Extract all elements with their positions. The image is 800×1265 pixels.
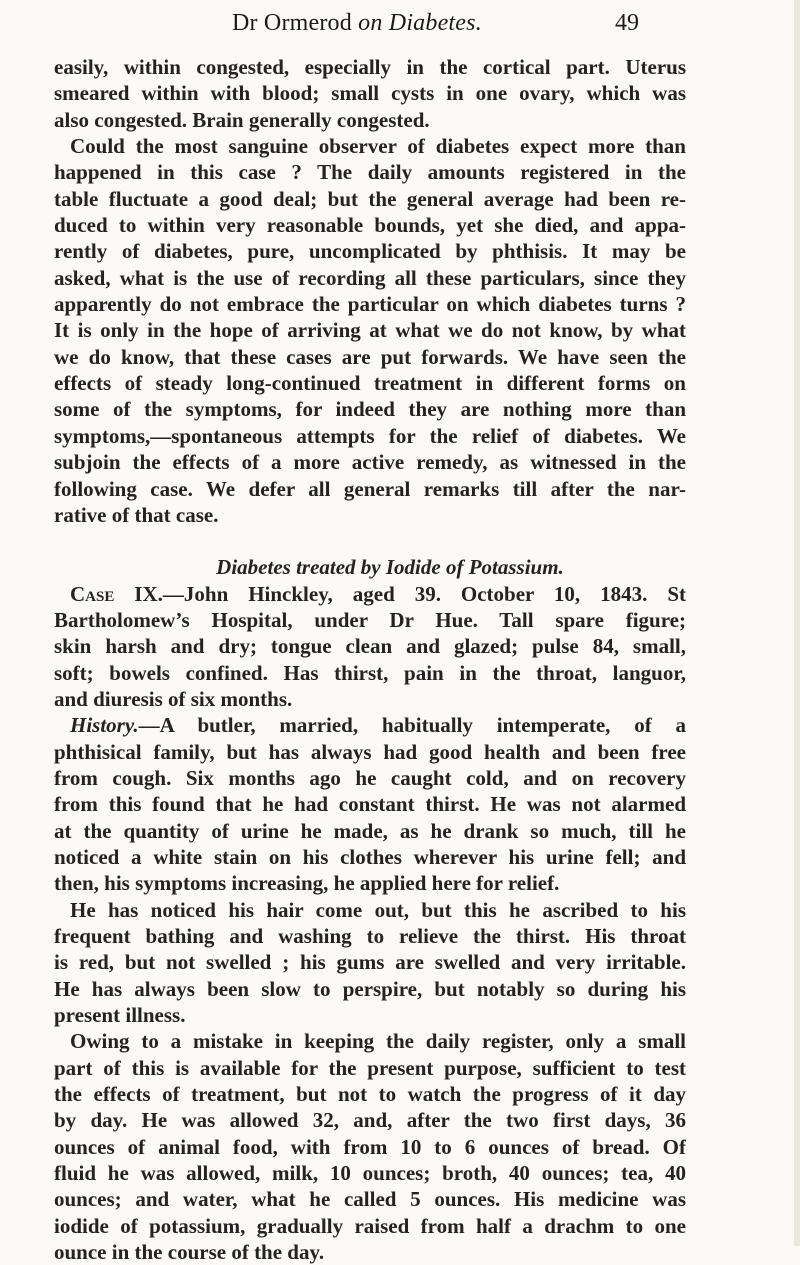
text-line: from this found that he had constant thirst. He was not alarmed xyxy=(54,792,686,817)
text-line: skin harsh and dry; tongue clean and glazed; pulse 84, small, xyxy=(54,634,686,659)
text-line: It is only in the hope of arriving at what we do not know, by what xyxy=(54,318,686,343)
text-line: the effects of treatment, but not to watch the progress of it day xyxy=(54,1082,686,1107)
text-line: ounces; and water, what he called 5 ounces. His medicine was xyxy=(54,1187,686,1212)
text-line: we do know, that these cases are put forwards. We have seen the xyxy=(54,344,686,369)
text-line: Bartholomew’s Hospital, under Dr Hue. Tall spare figure; xyxy=(54,607,686,632)
case-label: Case IX. xyxy=(70,581,163,606)
text-line: some of the symptoms, for indeed they are nothing more than xyxy=(54,397,686,422)
text-line: apparently do not embrace the particular on which diabetes turns ? xyxy=(54,292,686,317)
text-line: ounces of animal food, with from 10 to 6 ounces of bread. Of xyxy=(54,1134,686,1159)
text-line: symptoms,—spontaneous attempts for the relief of diabetes. We xyxy=(54,423,686,448)
text-line: table fluctuate a good deal; but the general average had been re- xyxy=(54,186,686,211)
running-title xyxy=(232,10,482,37)
text-line: by day. He was allowed 32, and, after the two first days, 36 xyxy=(54,1108,686,1133)
text-line: effects of steady long-continued treatment in different forms on xyxy=(54,371,686,396)
history-first-line-text: —A butler, married, habitually intemperate, of a xyxy=(138,713,686,738)
text-line: Owing to a mistake in keeping the daily register, only a small xyxy=(70,1029,686,1054)
case-first-line xyxy=(54,581,686,607)
text-line: is red, but not swelled ; his gums are swelled and very irritable. xyxy=(54,950,686,975)
running-head xyxy=(0,10,800,40)
text-line: frequent bathing and washing to relieve the thirst. His throat xyxy=(54,924,686,948)
text-line: Could the most sanguine observer of diabetes expect more than xyxy=(70,134,686,159)
text-line: following case. We defer all general remarks till after the nar- xyxy=(54,476,686,501)
history-label: History. xyxy=(70,713,139,738)
section-heading: Diabetes treated by Iodide of Potassium. xyxy=(216,555,564,580)
text-line: He has always been slow to perspire, but notably so during his xyxy=(54,976,686,1001)
text-line: asked, what is the use of recording all these particulars, since they xyxy=(54,265,686,290)
running-title-on: on xyxy=(358,10,383,36)
text-line: duced to within very reasonable bounds, yet she died, and appa- xyxy=(54,213,686,238)
text-line: subjoin the effects of a more active remedy, as witnessed in the xyxy=(54,450,686,475)
text-line: and diuresis of six months. xyxy=(54,686,293,711)
page-number: 49 xyxy=(615,10,639,36)
text-line: easily, within congested, especially in the cortical part. Uterus xyxy=(54,55,686,79)
running-title-subject: Diabetes. xyxy=(388,10,482,36)
text-line: also congested. Brain generally congested. xyxy=(54,107,430,132)
text-line: then, his symptoms increasing, he applied here for relief. xyxy=(54,871,560,896)
text-line: rently of diabetes, pure, uncomplicated by phthisis. It may be xyxy=(54,239,686,264)
text-line: soft; bowels confined. Has thirst, pain in the throat, languor, xyxy=(54,660,686,685)
text-line: phthisical family, but has always had good health and been free xyxy=(54,739,686,764)
case-first-line-text: —John Hinckley, aged 39. October 10, 1843. St xyxy=(162,581,686,606)
text-line: fluid he was allowed, milk, 10 ounces; broth, 40 ounces; tea, 40 xyxy=(54,1161,686,1186)
text-line: happened in this case ? The daily amounts registered in the xyxy=(54,160,686,185)
text-line: from cough. Six months ago he caught cold, and on recovery xyxy=(54,765,686,790)
text-line: He has noticed his hair come out, but this he ascribed to his xyxy=(70,897,686,922)
history-first-line xyxy=(54,712,686,738)
text-line: present illness. xyxy=(54,1003,186,1028)
body-text xyxy=(54,54,686,1265)
text-line: smeared within with blood; small cysts in one ovary, which was xyxy=(54,81,686,106)
page-edge xyxy=(794,0,800,1246)
text-line: at the quantity of urine he made, as he drank so much, till he xyxy=(54,818,686,843)
text-line: rative of that case. xyxy=(54,502,219,527)
text-line: ounce in the course of the day. xyxy=(54,1240,325,1265)
text-line: iodide of potassium, gradually raised from half a drachm to one xyxy=(54,1213,686,1238)
text-line: noticed a white stain on his clothes wherever his urine fell; and xyxy=(54,844,686,869)
section-gap xyxy=(54,528,686,554)
text-line: part of this is available for the present purpose, sufficient to test xyxy=(54,1055,686,1080)
running-title-author: Dr Ormerod xyxy=(232,10,352,36)
